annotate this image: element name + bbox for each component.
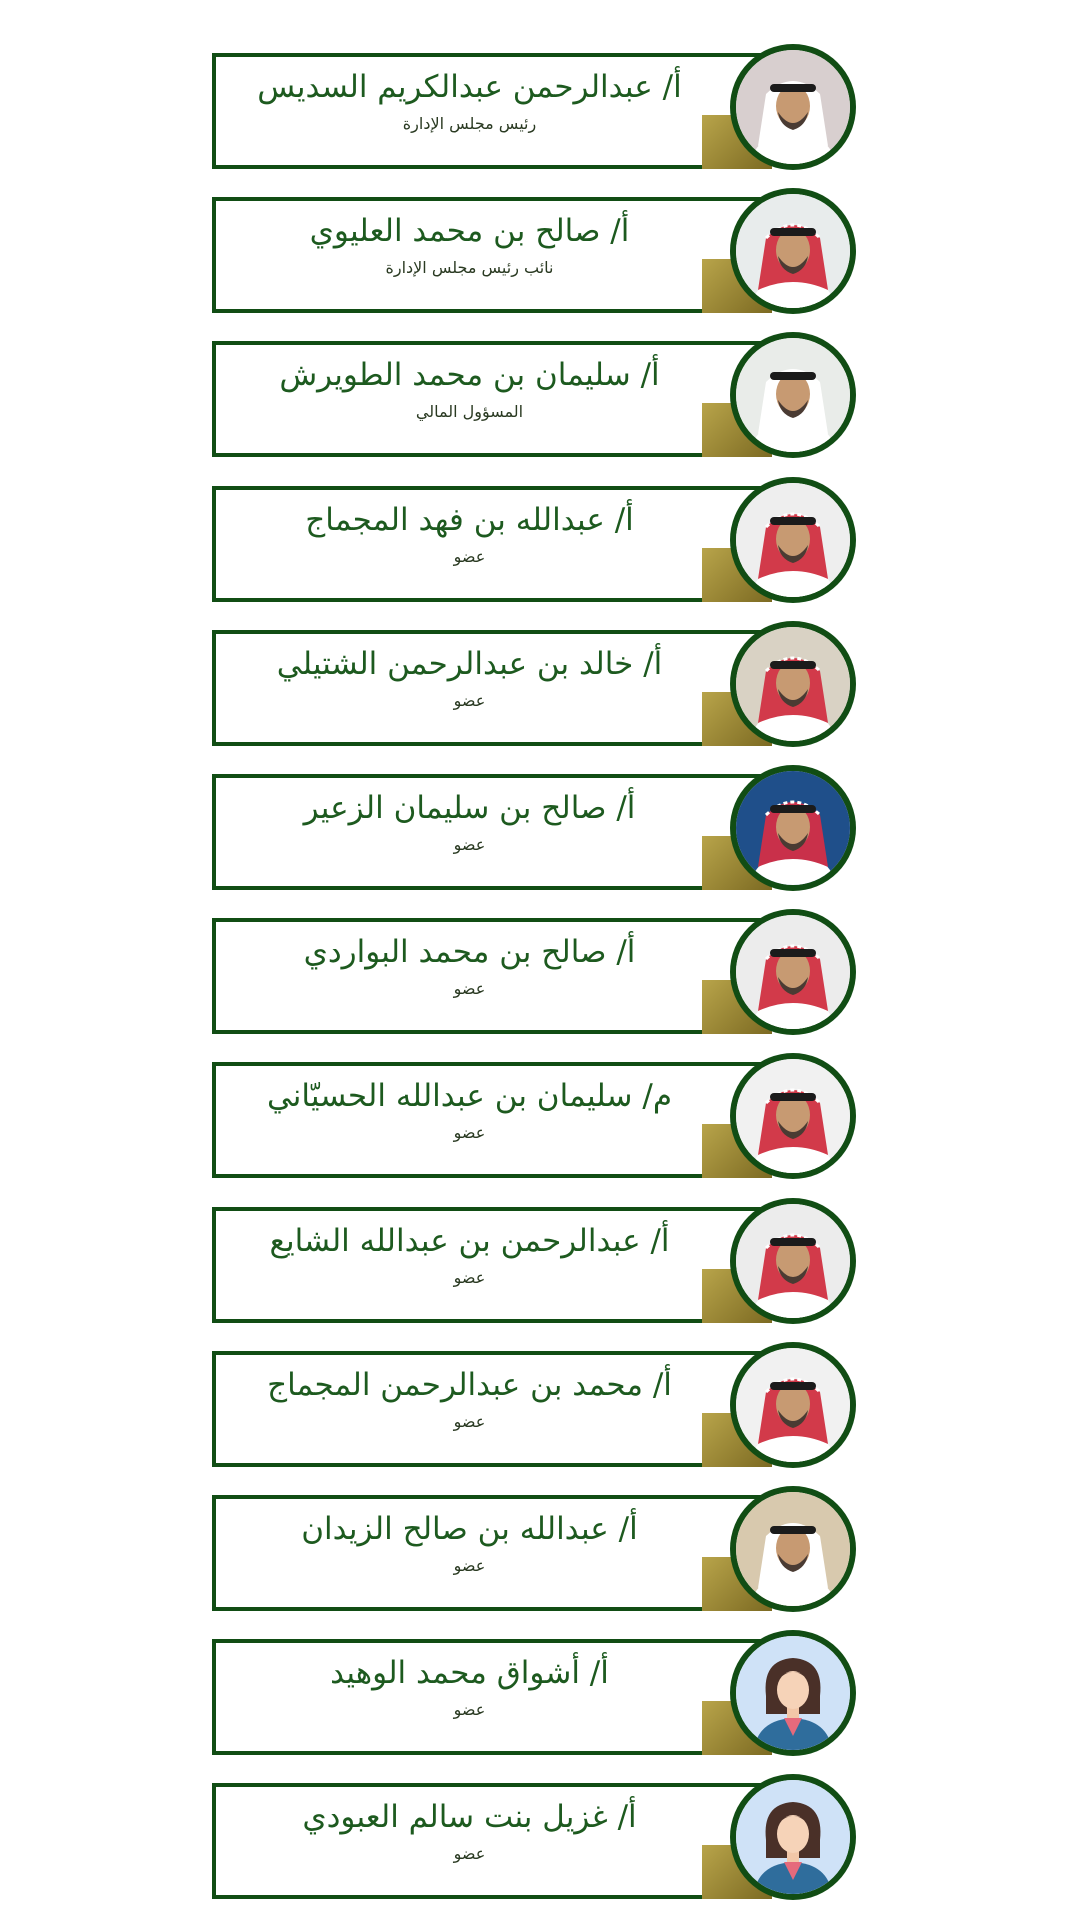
avatar-ring [730,1053,856,1179]
woman-avatar-icon [736,1780,850,1894]
person-shemagh-icon [736,483,850,597]
member-name: أ/ غزيل بنت سالم العبودي [302,1799,637,1835]
member-avatar [736,483,850,597]
avatar-ring [730,909,856,1035]
member-avatar [736,771,850,885]
member-card-13 [212,1774,859,1900]
member-role: عضو [453,691,486,710]
person-ghutra-icon [736,50,850,164]
member-role: رئيس مجلس الإدارة [402,114,537,133]
member-name: أ/ خالد بن عبدالرحمن الشتيلي [276,646,663,682]
member-info [212,1351,727,1467]
person-shemagh-icon [736,1348,850,1462]
member-avatar [736,1780,850,1894]
person-shemagh-icon [736,194,850,308]
member-role: عضو [453,1268,486,1287]
member-name: أ/ محمد بن عبدالرحمن المجماج [267,1367,672,1403]
member-avatar [736,915,850,1029]
member-name: أ/ أشواق محمد الوهيد [330,1655,609,1691]
person-shemagh-icon [736,915,850,1029]
member-info [212,1062,727,1178]
member-name: أ/ عبدالرحمن عبدالكريم السديس [257,69,682,105]
member-role: عضو [453,1123,486,1142]
avatar-ring [730,44,856,170]
member-card-7 [212,909,859,1035]
avatar-ring [730,765,856,891]
member-card-12 [212,1630,859,1756]
member-role: عضو [453,547,486,566]
avatar-ring [730,332,856,458]
avatar-ring [730,621,856,747]
member-avatar [736,1059,850,1173]
person-shemagh-icon [736,1059,850,1173]
woman-avatar-icon [736,1636,850,1750]
member-info [212,1639,727,1755]
member-role: عضو [453,1844,486,1863]
member-avatar [736,50,850,164]
avatar-ring [730,1774,856,1900]
avatar-ring [730,1630,856,1756]
member-info [212,1783,727,1899]
member-card-6 [212,765,859,891]
person-shemagh-icon [736,627,850,741]
member-name: أ/ عبدالرحمن بن عبدالله الشايع [269,1223,670,1259]
member-card-2 [212,188,859,314]
member-name: أ/ سليمان بن محمد الطويرش [279,357,660,393]
member-info [212,630,727,746]
member-role: عضو [453,979,486,998]
avatar-ring [730,1342,856,1468]
member-avatar [736,1204,850,1318]
member-name: أ/ صالح بن محمد البواردي [303,934,636,970]
member-name: أ/ صالح بن سليمان الزعير [303,790,636,826]
member-info [212,486,727,602]
member-info [212,774,727,890]
member-info [212,1207,727,1323]
member-avatar [736,627,850,741]
member-name: أ/ صالح بن محمد العليوي [309,213,630,249]
member-role: عضو [453,1700,486,1719]
member-card-11 [212,1486,859,1612]
member-avatar [736,1636,850,1750]
member-name: أ/ عبدالله بن فهد المجماج [305,502,634,538]
person-ghutra-icon [736,1492,850,1606]
member-card-5 [212,621,859,747]
member-info [212,341,727,457]
person-shemagh-icon [736,1204,850,1318]
member-card-8 [212,1053,859,1179]
member-card-10 [212,1342,859,1468]
member-name: م/ سليمان بن عبدالله الحسيّاني [266,1078,673,1114]
member-card-4 [212,477,859,603]
member-avatar [736,1492,850,1606]
member-info [212,1495,727,1611]
avatar-ring [730,1198,856,1324]
member-role: عضو [453,1412,486,1431]
avatar-ring [730,188,856,314]
member-role: عضو [453,1556,486,1575]
member-card-9 [212,1198,859,1324]
avatar-ring [730,1486,856,1612]
member-role: عضو [453,835,486,854]
person-shemagh-icon [736,771,850,885]
person-ghutra-icon [736,338,850,452]
member-card-3 [212,332,859,458]
member-info [212,197,727,313]
member-role: المسؤول المالي [415,402,524,421]
avatar-ring [730,477,856,603]
member-info [212,918,727,1034]
member-name: أ/ عبدالله بن صالح الزيدان [301,1511,638,1547]
member-role: نائب رئيس مجلس الإدارة [385,258,554,277]
member-avatar [736,194,850,308]
member-card-1 [212,44,859,170]
member-avatar [736,1348,850,1462]
member-info [212,53,727,169]
member-avatar [736,338,850,452]
